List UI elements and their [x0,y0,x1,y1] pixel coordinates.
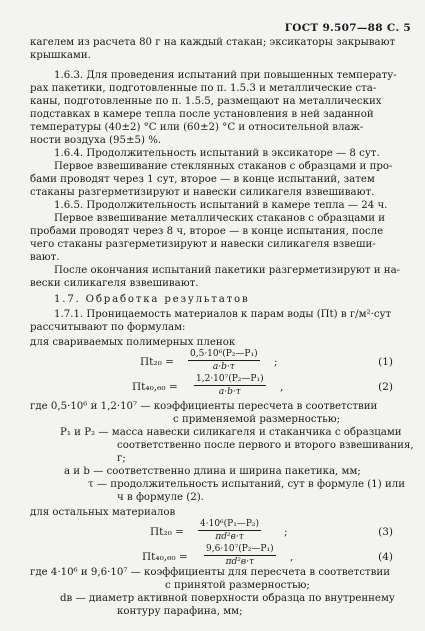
text-line: ности воздуха (95±5) %. [30,135,162,146]
fraction-denominator: πd²в·τ [225,557,254,567]
text-line: кагелем из расчета 80 г на каждый стакан; эксикаторы закрывают [30,37,396,48]
text-line: каны, подготовленные по п. 1.5.5, размещают на металлических [30,96,382,107]
formula-fraction [198,519,261,542]
fraction-denominator: πd²в·τ [215,532,244,542]
text-line: Первое взвешивание стеклянных стаканов с образцами и про- [54,161,393,172]
formula-punctuation: , [290,551,294,563]
fraction-numerator: 9,6·10⁷(P₂—P₁) [206,544,274,554]
page-header: ГОСТ 9.507—88 С. 5 [284,22,411,34]
text-line: соответственно после первого и второго взвешивания, [117,440,414,451]
text-line: ч в формуле (2). [117,492,204,503]
text-line: рассчитывают по формулам: [30,322,186,333]
text-line: После окончания испытаний пакетики разгерметизируют и на- [54,265,401,276]
fraction-numerator: 1,2·10⁷(P₂—P₁) [196,374,264,384]
text-line: 1.6.4. Продолжительность испытаний в эксикаторе — 8 сут. [54,148,380,159]
text-line: контуру парафина, мм; [117,606,243,617]
formula-lhs: Пt₄₀,₆₀ = [142,551,188,563]
formula-lhs: Пt₂₀ = [140,356,174,368]
equation-number: (3) [378,526,393,538]
formula-punctuation: , [280,381,284,393]
fraction-numerator: 0,5·10⁶(P₂—P₁) [190,349,258,359]
fraction-denominator: a·b·τ [212,362,235,372]
text-line: где 0,5·10⁶ и 1,2·10⁷ — коэффициенты пересчета в соответствии [30,401,378,412]
text-line: крышками. [30,50,91,61]
formula-fraction [204,544,276,567]
text-line: вают. [30,252,60,263]
text-line: стаканы разгерметизируют и навески силикагеля взвешивают. [30,187,375,198]
text-line: τ — продолжительность испытаний, сут в формуле (1) или [88,479,406,490]
equation-number: (4) [378,551,393,563]
equation-number: (2) [378,381,393,393]
text-line: 1.6.3. Для проведения испытаний при повышенных температу- [54,70,397,81]
text-line: Первое взвешивание металлических стаканов с образцами и [54,213,386,224]
fraction-denominator: a·b·τ [218,387,241,397]
text-line: 1.7. Обработка результатов [54,294,250,305]
formula-punctuation: ; [274,356,278,368]
text-line: бами проводят через 1 сут, второе — в конце испытаний, затем [30,174,375,185]
text-line: чего стаканы разгерметизируют и навески силикагеля взвеши- [30,239,376,250]
formula-punctuation: ; [284,526,288,538]
text-line: P₁ и P₂ — масса навески силикагеля и стаканчика с образцами [60,427,402,438]
text-line: для свариваемых полимерных пленок [30,337,236,348]
formula-lhs: Пt₄₀,₆₀ = [132,381,178,393]
text-line: температуры (40±2) °С или (60±2) °С и относительной влаж- [30,122,364,133]
formula-fraction [194,374,266,397]
text-line: с применяемой размерностью; [173,414,341,425]
text-line: рах пакетики, подготовленные по п. 1.5.3 и металлические ста- [30,83,377,94]
text-line: 1.6.5. Продолжительность испытаний в камере тепла — 24 ч. [54,200,388,211]
fraction-numerator: 4·10⁶(P₁—P₂) [200,519,259,529]
text-line: г; [117,453,126,464]
formula-lhs: Пt₂₀ = [150,526,184,538]
equation-number: (1) [378,356,393,368]
text-line: для остальных материалов [30,507,176,518]
text-line: вески силикагеля взвешивают. [30,278,199,289]
text-line: где 4·10⁶ и 9,6·10⁷ — коэффициенты для пересчета в соответствии [30,567,390,578]
text-line: пробами проводят через 8 ч, второе — в конце испытания, после [30,226,384,237]
text-line: a и b — соответственно длина и ширина пакетика, мм; [64,466,361,477]
text-line: 1.7.1. Проницаемость материалов к парам воды (Пt) в г/м²·сут [54,309,392,320]
formula-fraction [188,349,260,372]
text-line: с принятой размерностью; [165,580,310,591]
text-line: подставках в камере тепла после установления в ней заданной [30,109,374,120]
text-line: dв — диаметр активной поверхности образца по внутреннему [60,593,395,604]
